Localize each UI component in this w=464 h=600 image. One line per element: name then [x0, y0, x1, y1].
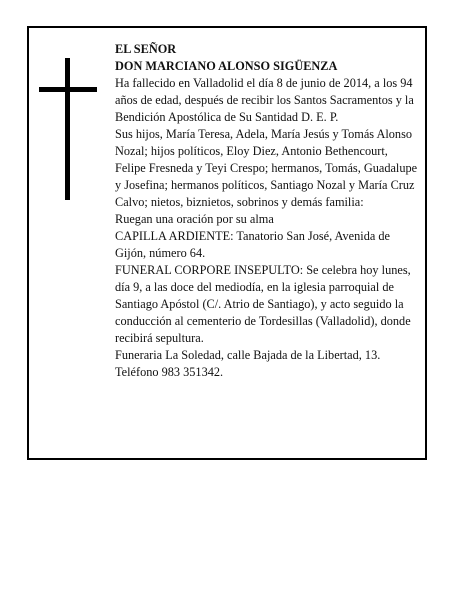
obituary-notice: [27, 26, 427, 460]
prayer-request: Ruegan una oración por su alma: [115, 212, 274, 226]
family-list: Sus hijos, María Teresa, Adela, María Jesús y Tomás Alonso Nozal; hijos políticos, Eloy Diez, Antonio Bethencourt, Felipe Fresneda y Teyi Crespo; hermanos, Tomás, Guadalupe y Josefina; hermanos políticos, Santiago Nozal y María Cruz Calvo; nietos, biznietos, sobrinos y demás familia:: [115, 127, 418, 209]
funeral-info: FUNERAL CORPORE INSEPULTO: Se celebra hoy lunes, día 9, a las doce del mediodía, en la iglesia parroquial de Santiago Apóstol (C/. Atrio de Santiago), y acto seguido la conducción al cementerio de Tordesillas (Valladolid), donde recibirá sepultura.: [115, 263, 411, 345]
heading-title: EL SEÑOR: [115, 42, 177, 56]
death-announcement: Ha fallecido en Valladolid el día 8 de junio de 2014, a los 94 años de edad, después de recibir los Santos Sacramentos y la Bendición Apostólica de Su Santidad D. E. P.: [115, 76, 414, 124]
cross-horizontal-bar: [39, 87, 97, 92]
deceased-name: DON MARCIANO ALONSO SIGÜENZA: [115, 59, 338, 73]
chapel-info: CAPILLA ARDIENTE: Tanatorio San José, Avenida de Gijón, número 64.: [115, 229, 390, 260]
cross-vertical-bar: [65, 58, 70, 200]
funeral-home-info: Funeraria La Soledad, calle Bajada de la Libertad, 13. Teléfono 983 351342.: [115, 348, 381, 379]
obituary-text: [115, 41, 421, 381]
cross-icon: [39, 58, 97, 200]
